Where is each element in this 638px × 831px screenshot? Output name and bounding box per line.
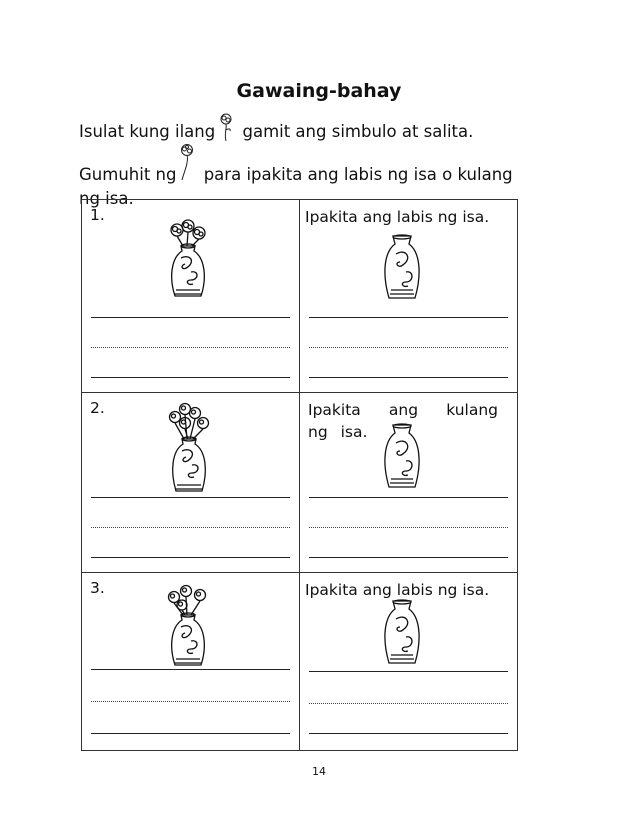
exercise-1-left-cell (82, 200, 300, 393)
vase-with-flowers-icon (161, 401, 217, 497)
exercise-2-left-cell (82, 393, 300, 573)
page-number: 14 (312, 765, 326, 778)
vase-icon (382, 423, 422, 491)
answer-dotted-line[interactable] (91, 527, 290, 528)
exercise-table (81, 199, 518, 751)
exercise-1-right-cell (300, 200, 518, 393)
exercise-number: 3. (90, 579, 105, 597)
answer-line[interactable] (309, 377, 508, 378)
flower-icon (215, 124, 237, 146)
answer-line[interactable] (91, 317, 290, 318)
instruction-line-1-start: Isulat kung ilang (79, 122, 216, 141)
instruction-line-1-end: gamit ang simbulo at salita. (237, 122, 474, 141)
answer-line[interactable] (309, 557, 508, 558)
answer-line[interactable] (91, 497, 290, 498)
answer-line[interactable] (309, 497, 508, 498)
answer-dotted-line[interactable] (309, 347, 508, 348)
instruction-line-3: ng isa. (79, 189, 134, 208)
exercise-instruction: Ipakita ang labis ng isa. (305, 581, 490, 599)
answer-line[interactable] (309, 733, 508, 734)
answer-line[interactable] (309, 671, 508, 672)
instructions (79, 120, 549, 211)
exercise-instruction-text: Ipakita ang kulang ng isa. (308, 401, 498, 441)
answer-dotted-line[interactable] (91, 347, 290, 348)
vase-with-flowers-icon (161, 218, 213, 304)
instruction-line-2-start: Gumuhit ng (79, 165, 177, 184)
answer-line[interactable] (309, 317, 508, 318)
instruction-line-2-end: para ipakita ang labis ng isa o kulang (198, 165, 513, 184)
vase-with-flowers-icon (160, 581, 216, 671)
vase-icon (382, 234, 422, 302)
vase-icon (382, 599, 422, 667)
page-title: Gawaing-bahay (236, 80, 402, 102)
exercise-2-right-cell (300, 393, 518, 573)
exercise-3-right-cell (300, 573, 518, 751)
exercise-number: 1. (90, 206, 105, 224)
exercise-3-left-cell (82, 573, 300, 751)
answer-line[interactable] (91, 669, 290, 670)
answer-line[interactable] (91, 557, 290, 558)
exercise-instruction: Ipakita ang labis ng isa. (305, 208, 490, 226)
answer-line[interactable] (91, 377, 290, 378)
answer-dotted-line[interactable] (91, 701, 290, 702)
answer-dotted-line[interactable] (309, 527, 508, 528)
exercise-number: 2. (90, 399, 105, 417)
flower-icon (176, 146, 198, 168)
answer-line[interactable] (91, 733, 290, 734)
answer-dotted-line[interactable] (309, 703, 508, 704)
